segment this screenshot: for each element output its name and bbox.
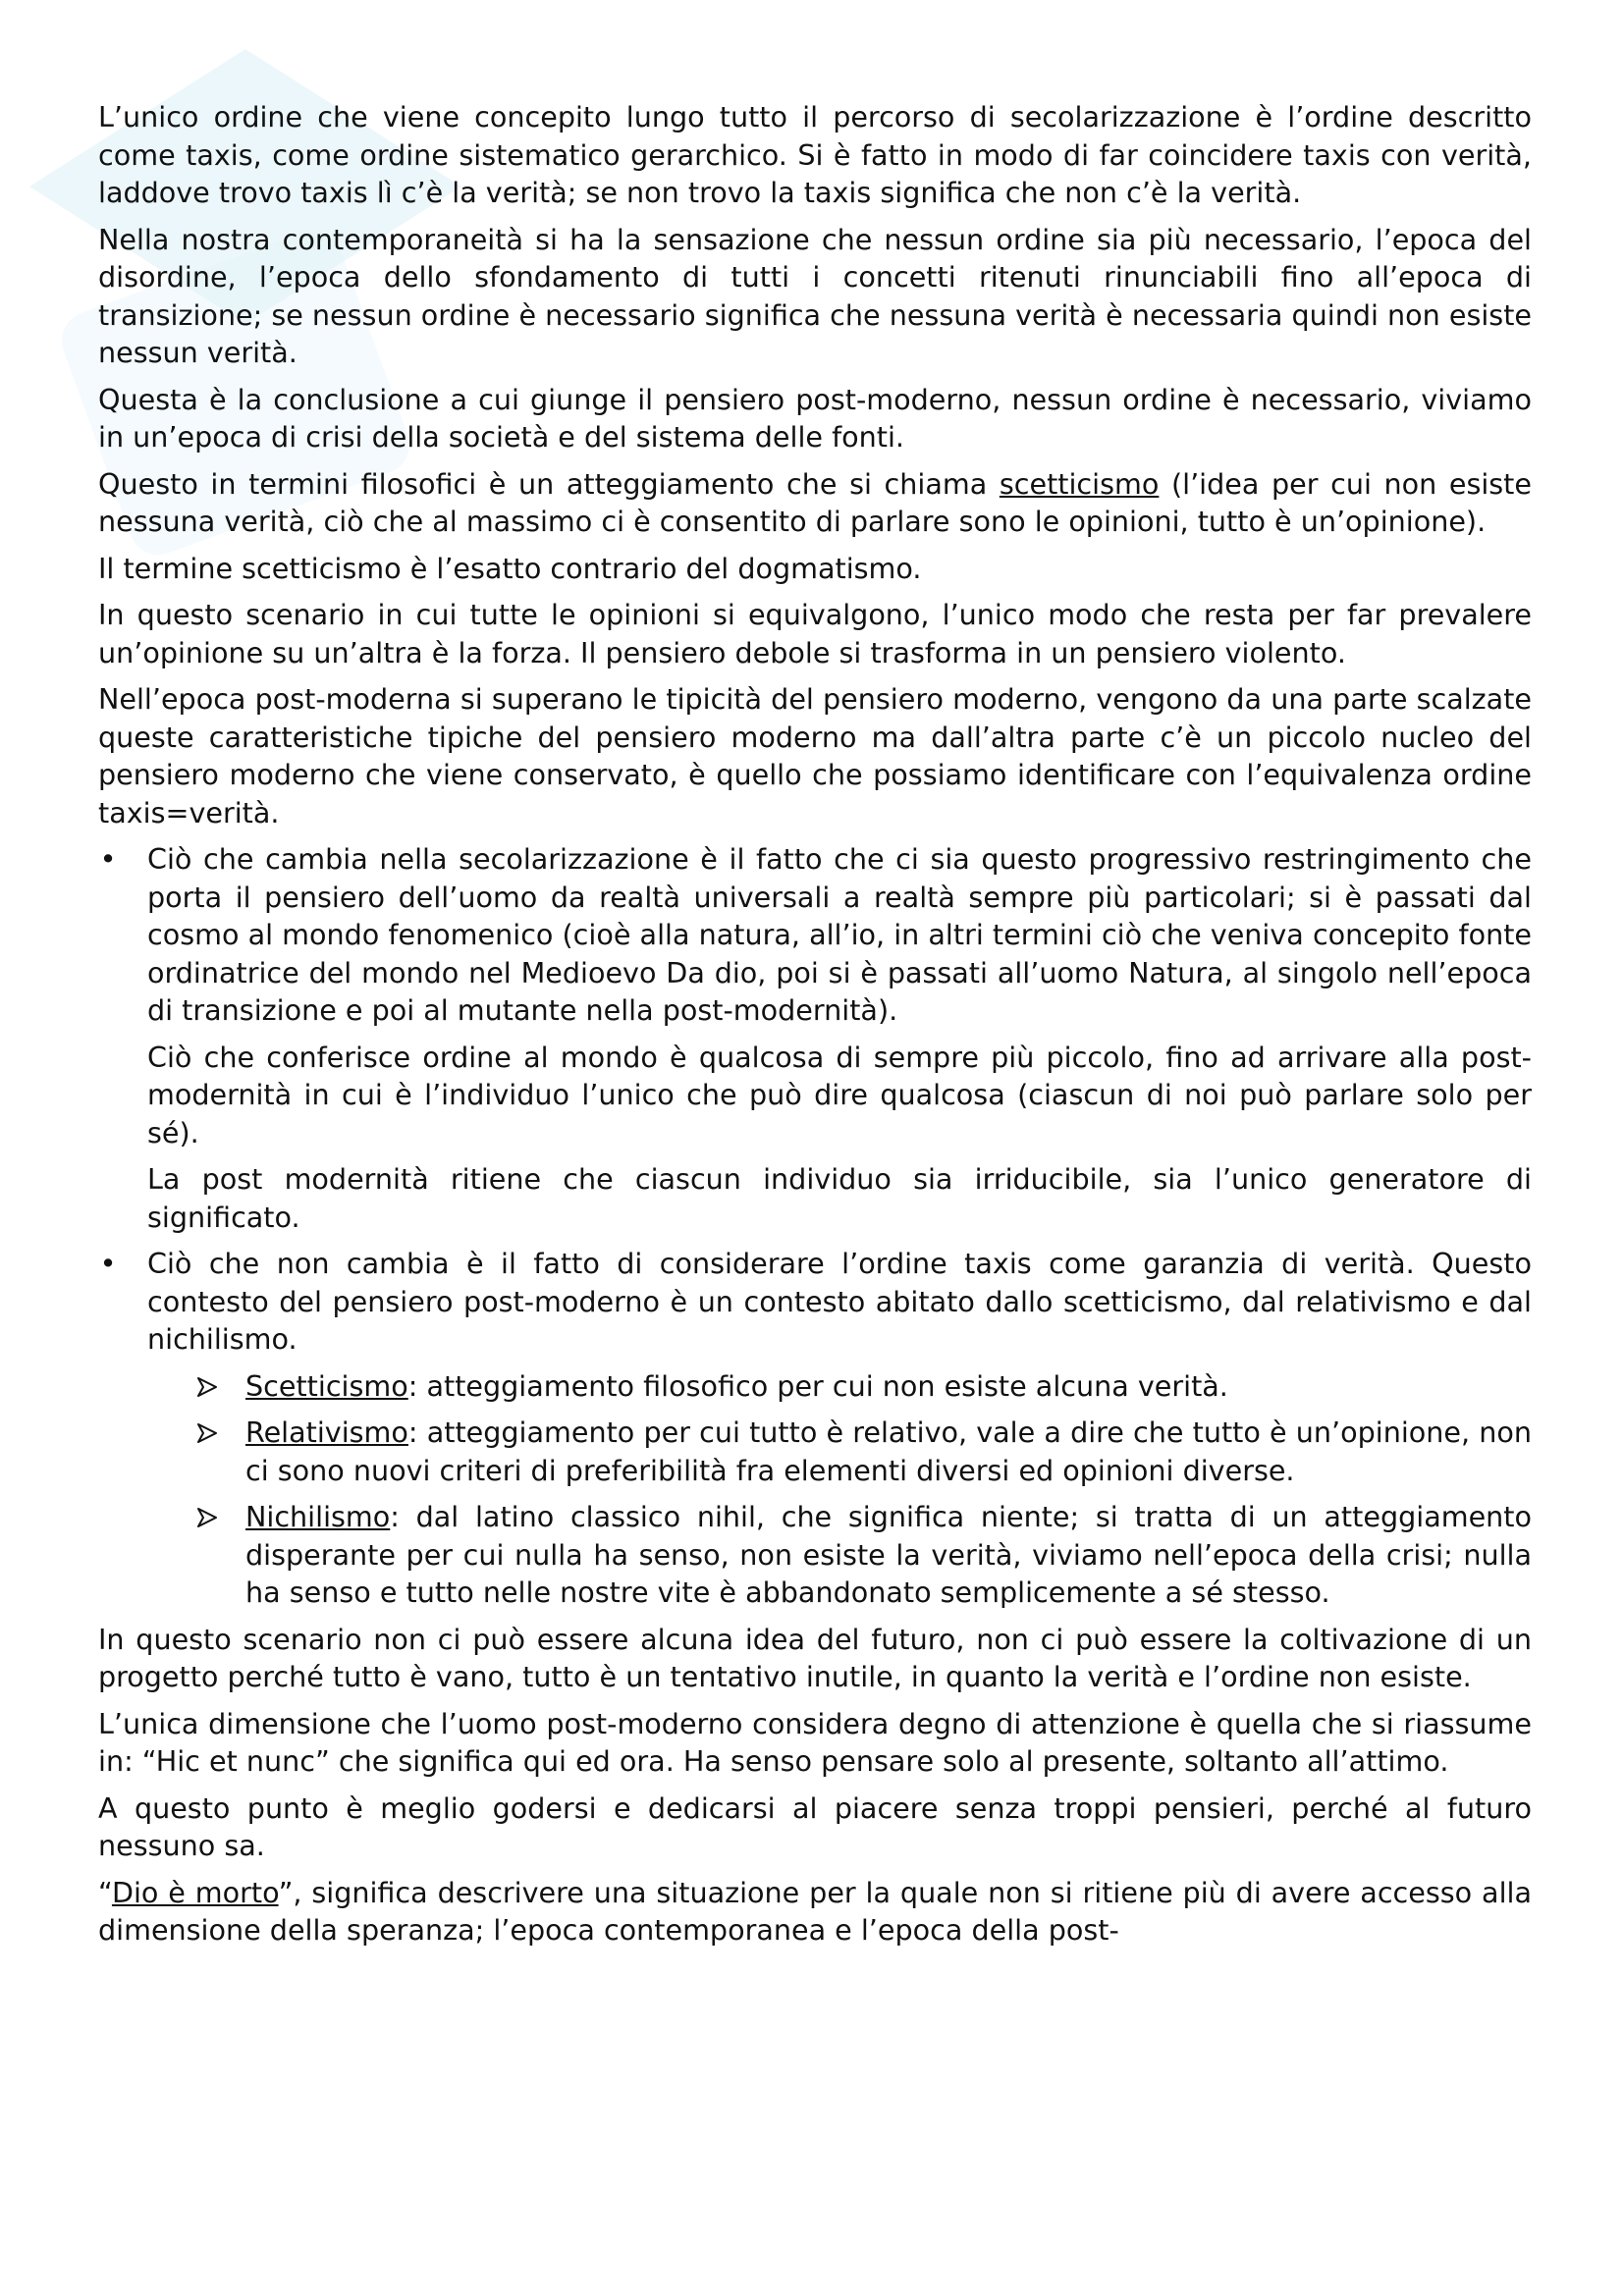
list-item: [98, 840, 1532, 1236]
list-item: [98, 1245, 1532, 1612]
paragraph: In questo scenario non ci può essere alcuna idea del futuro, non ci può essere la coltivazione di un progetto perché tutto è vano, tutto è un tentativo inutile, in quanto la verità e l’ordine non esiste.: [98, 1622, 1532, 1693]
paragraph: La post modernità ritiene che ciascun individuo sia irriducibile, sia l’unico generatore di significato.: [147, 1162, 1532, 1234]
bullet-icon: •: [99, 842, 117, 876]
text-span: ”, significa descrivere una situazione per la quale non si ritiene più di avere accesso alla dimensione della speranza; l’epoca contemporanea e l’epoca della post-: [98, 1875, 1532, 1947]
paragraph: Ciò che conferisce ordine al mondo è qualcosa di sempre più piccolo, fino ad arrivare alla post-modernità in cui è l’individuo l’unico che può dire qualcosa (ciascun di noi può parlare solo per sé).: [147, 1040, 1532, 1149]
definition-text: : atteggiamento per cui tutto è relativo, vale a dire che tutto è un’opinione, non ci sono nuovi criteri di preferibilità fra elementi diversi ed opinioni diverse.: [245, 1415, 1532, 1487]
bullet-list: [98, 840, 1532, 1612]
paragraph: Nella nostra contemporaneità si ha la sensazione che nessun ordine sia più necessario, l’epoca del disordine, l’epoca dello sfondamento di tutti i concetti ritenuti rinunciabili fino all’epoca di transizione; se nessun ordine è necessario significa che nessuna verità è necessaria quindi non esiste nessun verità.: [98, 222, 1532, 369]
paragraph: A questo punto è meglio godersi e dedicarsi al piacere senza troppi pensieri, perché al futuro nessuno sa.: [98, 1790, 1532, 1862]
arrow-bullet-icon: [196, 1507, 218, 1528]
definition-text: : dal latino classico nihil, che significa niente; si tratta di un atteggiamento disperante per cui nulla ha senso, non esiste la verità, viviamo nell’epoca della crisi; nulla ha senso e tutto nelle nostre vite è abbandonato semplicemente a sé stesso.: [245, 1500, 1532, 1609]
paragraph: [98, 1874, 1532, 1949]
underlined-term: Dio è morto: [111, 1875, 279, 1909]
arrow-bullet-icon: [196, 1422, 218, 1444]
paragraph: Ciò che cambia nella secolarizzazione è il fatto che ci sia questo progressivo restringimento che porta il pensiero dell’uomo da realtà universali a realtà sempre più particolari; si è passati dal cosmo al mondo fenomenico (cioè alla natura, all’io, in altri termini ciò che veniva concepito fonte ordinatrice del mondo nel Medioevo Da dio, poi si è passati all’uomo Natura, al singolo nell’epoca di transizione e poi al mutante nella post-modernità).: [147, 842, 1532, 1027]
document-page: [98, 98, 1532, 1958]
definition-item: [196, 1498, 1532, 1612]
paragraph: Questa è la conclusione a cui giunge il pensiero post-moderno, nessun ordine è necessario, viviamo in un’epoca di crisi della società e del sistema delle fonti.: [98, 382, 1532, 454]
definition-term: Nichilismo: [245, 1500, 391, 1533]
paragraph: Nell’epoca post-moderna si superano le tipicità del pensiero moderno, vengono da una parte scalzate queste caratteristiche tipiche del pensiero moderno ma dall’altra parte c’è un piccolo nucleo del pensiero moderno che viene conservato, è quello che possiamo identificare con l’equivalenza ordine taxis=verità.: [98, 682, 1532, 829]
definition-item: [196, 1367, 1532, 1406]
text-span: “: [98, 1875, 112, 1909]
definition-term: Relativismo: [245, 1415, 408, 1449]
arrow-bullet-icon: [196, 1376, 218, 1398]
underlined-term: scetticismo: [999, 466, 1160, 501]
text-span: Questo in termini filosofici è un atteggiamento che si chiama: [98, 466, 1000, 501]
bullet-icon: •: [99, 1247, 117, 1280]
definition-item: [196, 1414, 1532, 1489]
paragraph: L’unico ordine che viene concepito lungo tutto il percorso di secolarizzazione è l’ordine descritto come taxis, come ordine sistematico gerarchico. Si è fatto in modo di far coincidere taxis con verità, laddove trovo taxis lì c’è la verità; se non trovo la taxis significa che non c’è la verità.: [98, 100, 1532, 209]
paragraph: In questo scenario in cui tutte le opinioni si equivalgono, l’unico modo che resta per far prevalere un’opinione su un’altra è la forza. Il pensiero debole si trasforma in un pensiero violento.: [98, 598, 1532, 669]
definition-text: : atteggiamento filosofico per cui non esiste alcuna verità.: [407, 1368, 1228, 1403]
paragraph: [98, 465, 1532, 541]
paragraph: Ciò che non cambia è il fatto di considerare l’ordine taxis come garanzia di verità. Questo contesto del pensiero post-moderno è un contesto abitato dallo scetticismo, dal relativismo e dal nichilismo.: [147, 1247, 1532, 1356]
definition-term: Scetticismo: [245, 1368, 408, 1403]
text-span: (l’idea per cui non esiste nessuna verità, ciò che al massimo ci è consentito di parlare sono le opinioni, tutto è un’opinione).: [98, 466, 1532, 538]
paragraph: L’unica dimensione che l’uomo post-moderno considera degno di attenzione è quella che si riassume in: “Hic et nunc” che significa qui ed ora. Ha senso pensare solo al presente, soltanto all’attimo.: [98, 1706, 1532, 1778]
definition-list: [147, 1367, 1532, 1612]
paragraph: Il termine scetticismo è l’esatto contrario del dogmatismo.: [98, 551, 922, 585]
